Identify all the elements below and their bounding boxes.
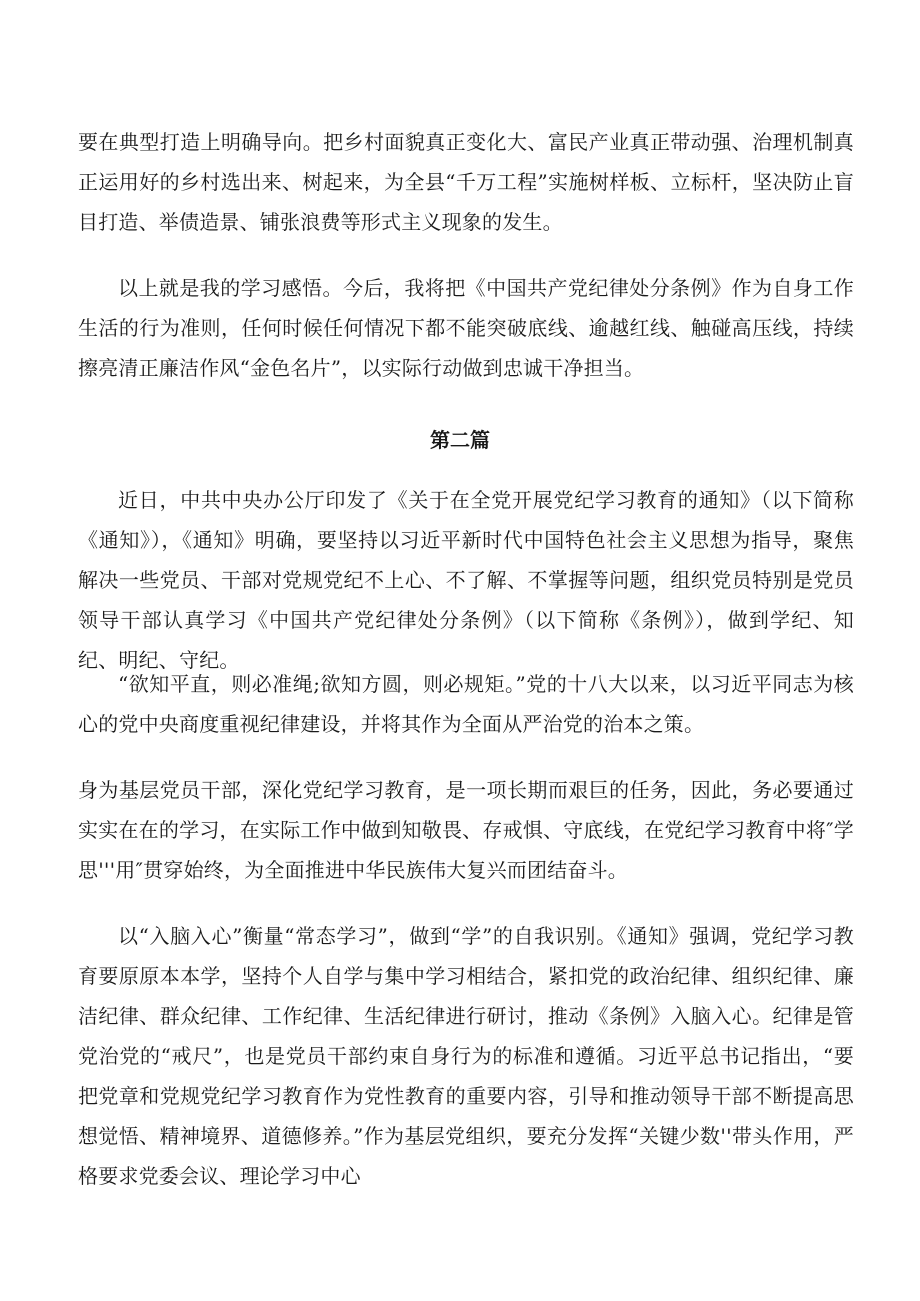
paragraph-2: 以上就是我的学习感悟。今后，我将把《中国共产党纪律处分条例》作为自身工作生活的行为准则，任何时候任何情况下都不能突破底线、逾越红线、触碰高压线，持续擦亮清正廉洁作风“金色名片”，以实际行动做到忠诚干净担当。: [78, 276, 854, 380]
paragraph-4: “欲知平直，则必准绳;欲知方圆，则必规矩。”党的十八大以来，以习近平同志为核心的党中央商度重视纪律建设，并将其作为全面从严治党的治本之策。: [78, 672, 854, 736]
paragraph-6: 以“入脑入心”衡量“常态学习”，做到“学”的自我识别。《通知》强调，党纪学习教育要原原本本学，坚持个人自学与集中学习相结合，紧扣党的政治纪律、组织纪律、廉洁纪律、群众纪律、工作纪律、生活纪律进行研讨，推动《条例》入脑入心。纪律是管党治党的“戒尺”，也是党员干部约束自身行为的标准和遵循。习近平总书记指出，“要把党章和党规党纪学习教育作为党性教育的重要内容，引导和推动领导干部不断提高思想觉悟、精神境界、道德修养。”作为基层党组织，要充分发挥“关键少数''带头作用，严格要求党委会议、理论学习中心: [78, 924, 854, 1188]
paragraph-5: 身为基层党员干部，深化党纪学习教育，是一项长期而艰巨的任务，因此，务必要通过实实在在的学习，在实际工作中做到知敬畏、存戒惧、守底线，在党纪学习教育中将″学思'''用″贯穿始终，为全面推进中华民族伟大复兴而团结奋斗。: [78, 778, 854, 882]
paragraph-3: 近日，中共中央办公厅印发了《关于在全党开展党纪学习教育的通知》（以下简称《通知》），《通知》明确，要坚持以习近平新时代中国特色社会主义思想为指导，聚焦解决一些党员、干部对党规党纪不上心、不了解、不掌握等问题，组织党员特别是党员领导干部认真学习《中国共产党纪律处分条例》（以下简称《条例》），做到学纪、知纪、明纪、守纪。: [78, 488, 854, 672]
section-heading: 第二篇: [430, 428, 490, 452]
paragraph-1: 要在典型打造上明确导向。把乡村面貌真正变化大、富民产业真正带动强、治理机制真正运用好的乡村选出来、树起来，为全县“千万工程”实施树样板、立标杆，坚决防止盲目打造、举债造景、铺张浪费等形式主义现象的发生。: [78, 130, 854, 234]
